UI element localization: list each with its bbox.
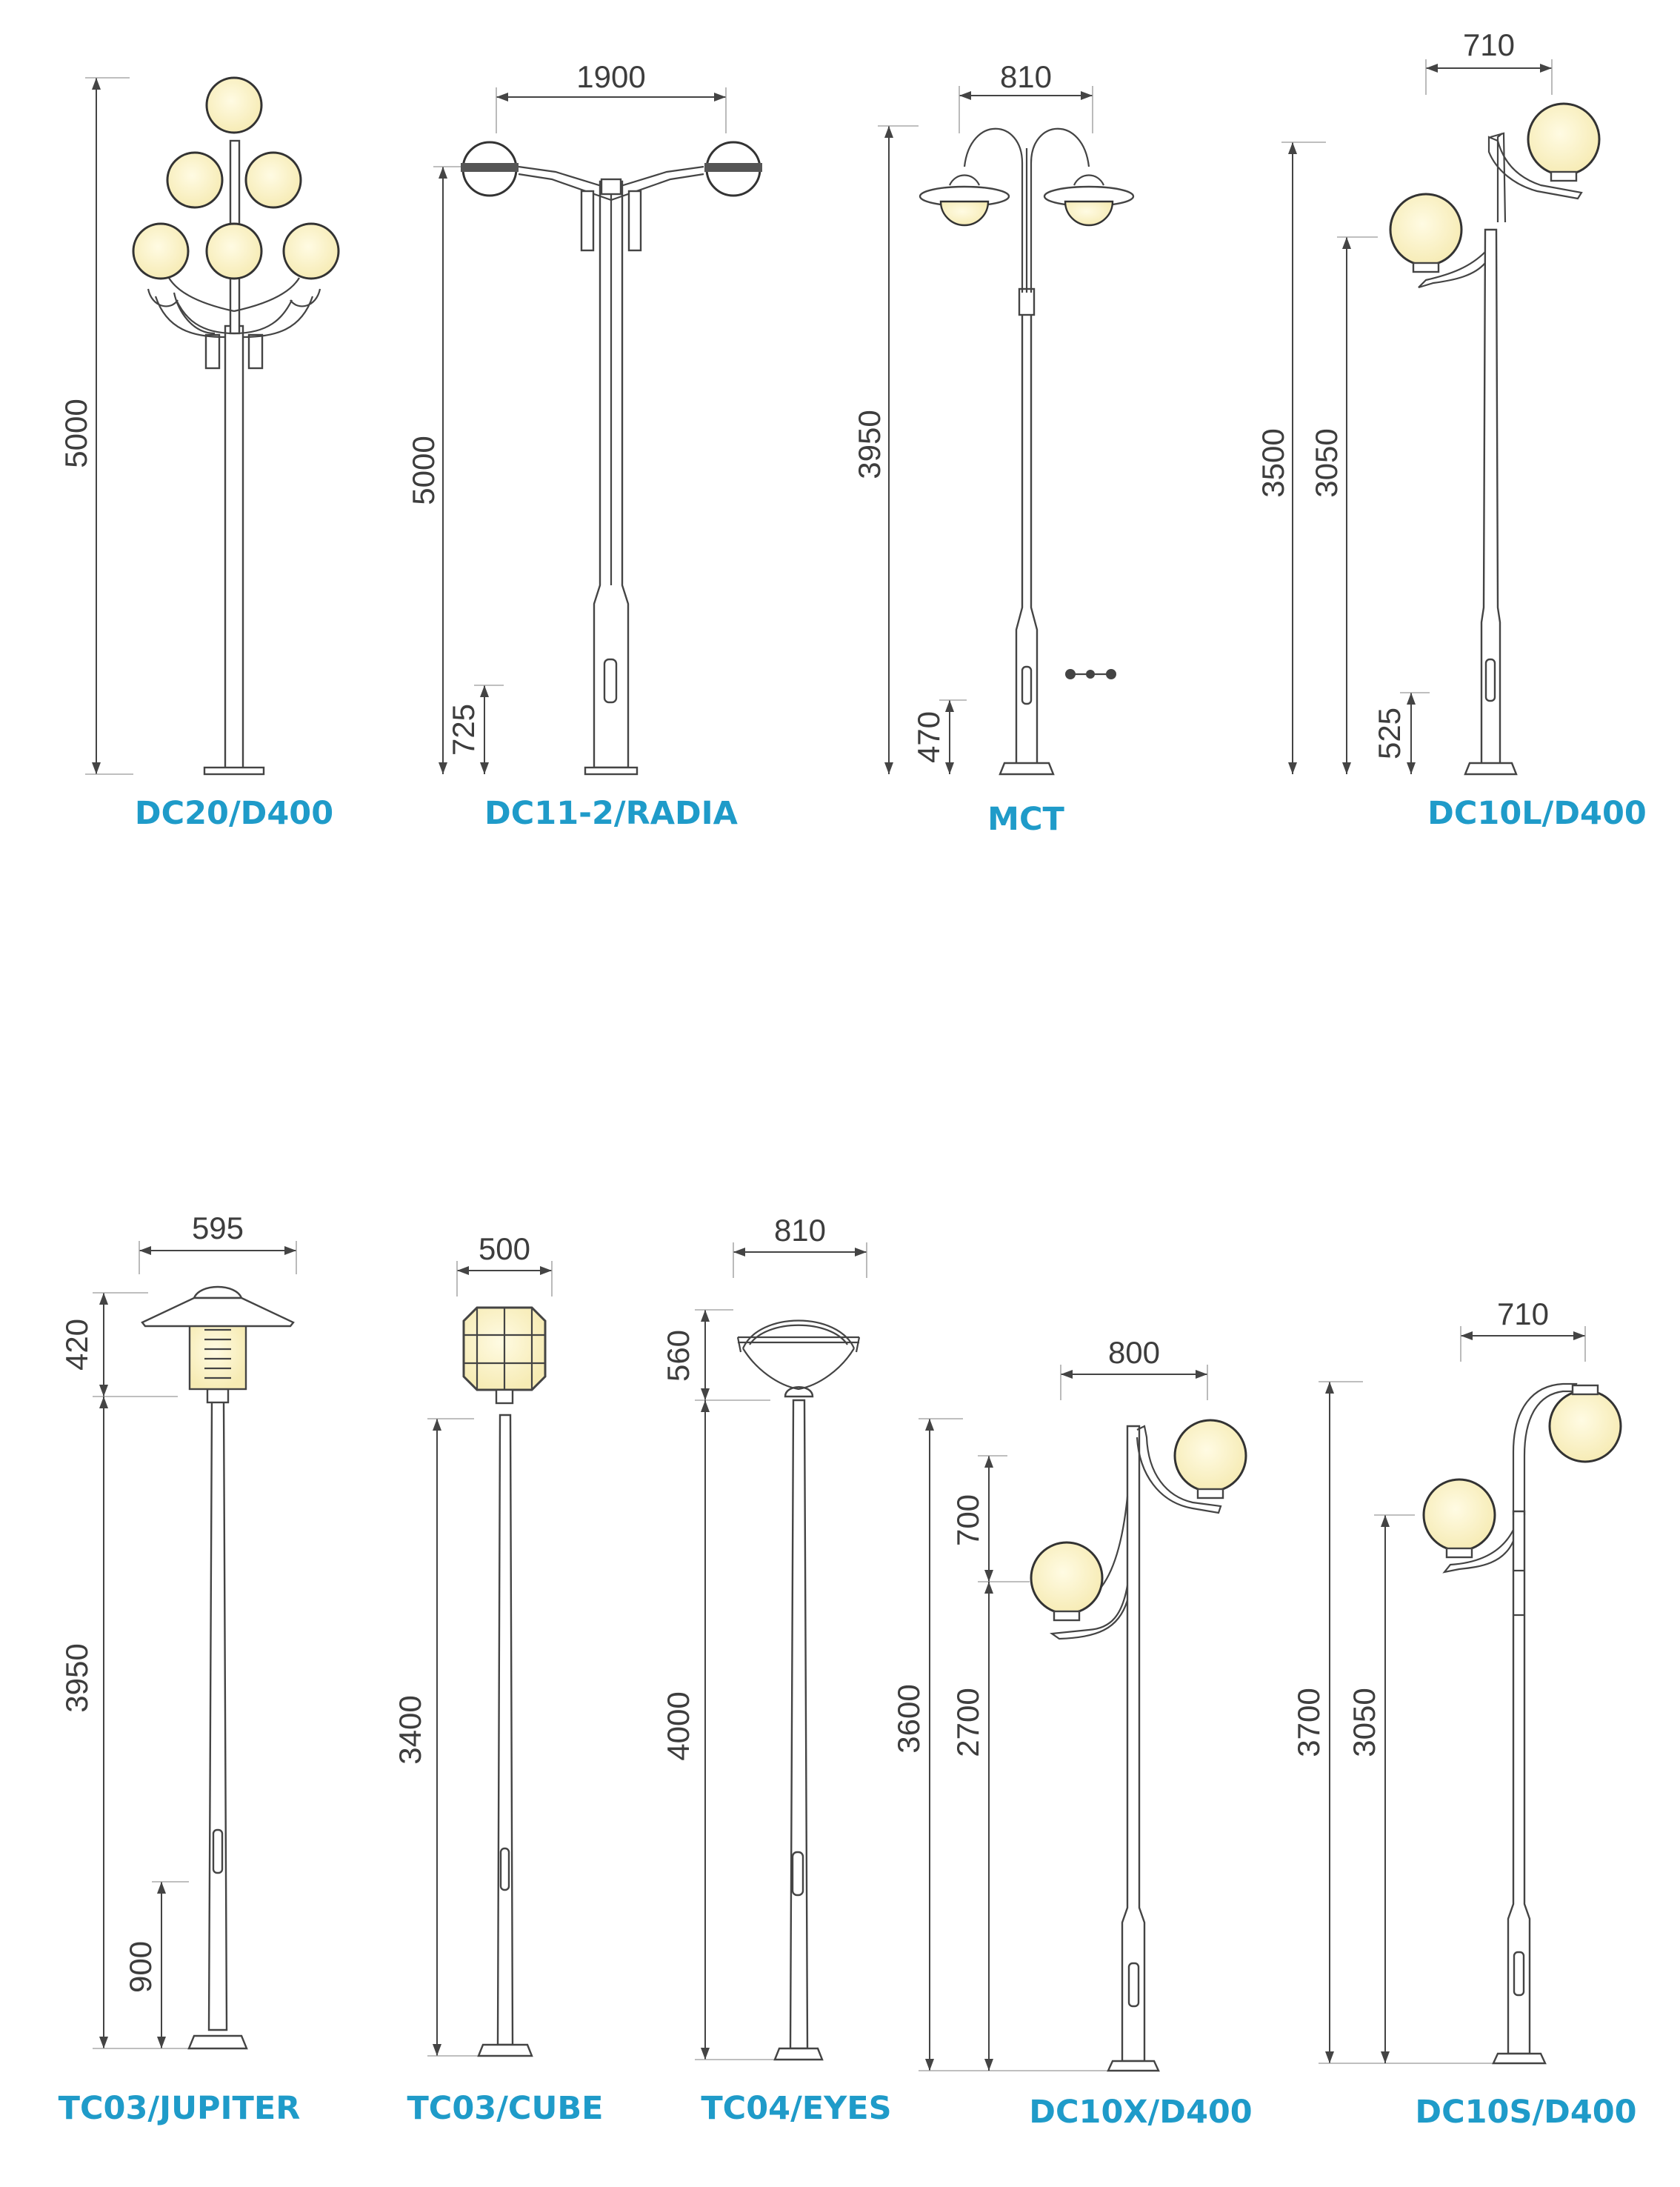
dimension-door-height-label: 725 — [446, 703, 481, 756]
dimension-upper-spacing-label: 700 — [950, 1494, 985, 1547]
dimension-head-height-label: 420 — [59, 1318, 94, 1371]
dimension-width-label: 500 — [478, 1231, 531, 1266]
dimension-pole-height-label: 4000 — [661, 1691, 696, 1761]
dimension-span — [1461, 1296, 1585, 1362]
dimension-lower-height-label: 3050 — [1309, 428, 1344, 498]
dimension-width — [733, 1213, 867, 1278]
dimension-head-height-label: 560 — [661, 1329, 696, 1382]
globe — [1175, 1420, 1246, 1491]
dimension-lower-height — [1309, 237, 1378, 774]
model-label: MCT — [987, 801, 1064, 838]
dimension-height-label: 3950 — [852, 410, 887, 479]
lamp-dc10x-d400 — [891, 1335, 1253, 2131]
globe — [207, 224, 261, 279]
globe — [246, 153, 301, 207]
globe — [941, 202, 988, 225]
lamp-figure — [464, 1308, 545, 2056]
dimension-pole-height-label: 3950 — [59, 1643, 94, 1713]
lamp-mct — [852, 59, 1133, 838]
dimension-head-height — [59, 1293, 178, 1397]
dimension-head-height — [661, 1310, 770, 1400]
lamp-tc03-jupiter — [59, 1211, 301, 2127]
lamp-figure — [142, 1287, 293, 2048]
lamp-figure — [133, 78, 339, 774]
dimension-height — [406, 167, 481, 774]
dimension-pole-height — [59, 1397, 108, 2048]
globe — [167, 153, 222, 207]
model-label: TC03/JUPITER — [58, 2090, 301, 2127]
model-label: TC03/CUBE — [407, 2090, 604, 2127]
globe — [133, 224, 188, 279]
dimension-lower-height-label: 2700 — [950, 1688, 985, 1757]
lamp-figure — [1390, 104, 1599, 774]
dimension-total-height-label: 3700 — [1291, 1688, 1326, 1757]
dimension-span-label: 810 — [999, 59, 1053, 94]
dimension-door-height — [446, 685, 504, 774]
dimension-total-height — [59, 78, 133, 774]
dimension-height — [852, 126, 919, 774]
globe — [207, 78, 261, 133]
dimension-lower-height — [1347, 1515, 1415, 2063]
model-label: TC04/EYES — [701, 2090, 892, 2127]
dimension-door-height-label: 470 — [911, 710, 946, 764]
dimension-width-label: 810 — [773, 1213, 827, 1248]
dimension-span-label: 800 — [1107, 1335, 1161, 1370]
lamp-figure — [1031, 1420, 1246, 2071]
dimension-door-height-label: 900 — [123, 1940, 158, 1994]
globe — [1550, 1391, 1621, 1462]
globe — [1065, 202, 1113, 225]
dimension-total-height-label: 5000 — [59, 399, 93, 468]
lamp-tc04-eyes — [661, 1213, 892, 2127]
dimension-span — [1061, 1335, 1207, 1400]
globe — [1528, 104, 1599, 175]
dimension-width — [139, 1211, 296, 1274]
dimension-door-height — [911, 700, 967, 774]
lamp-dc20-d400 — [59, 78, 339, 832]
lamp-figure — [738, 1321, 859, 2060]
dimension-span-label: 1900 — [576, 59, 646, 94]
dimension-width — [457, 1231, 552, 1296]
lamp-figure — [1424, 1384, 1621, 2063]
dimension-door-height — [93, 1882, 207, 2048]
model-label: DC10S/D400 — [1415, 2094, 1637, 2131]
lamp-dc10l-d400 — [1256, 27, 1647, 832]
globe — [1031, 1542, 1102, 1614]
lamp-figure — [461, 142, 762, 774]
dimension-span-label: 710 — [1496, 1296, 1550, 1331]
dimension-lower-height — [950, 1582, 993, 2071]
dimension-width-label: 595 — [191, 1211, 244, 1245]
dimension-height-label: 3400 — [393, 1695, 427, 1765]
globe — [1390, 194, 1461, 265]
lamp-tc03-cube — [393, 1231, 604, 2127]
dimension-upper-spacing — [950, 1456, 1030, 1582]
dimension-total-height-label: 3500 — [1256, 428, 1290, 498]
dimension-height — [393, 1419, 489, 2056]
dimension-span-label: 710 — [1462, 27, 1516, 62]
lamp-dc11-2-radia — [406, 59, 762, 832]
model-label: DC20/D400 — [134, 795, 334, 832]
model-label: DC11-2/RADIA — [484, 795, 738, 832]
dimension-lower-height-label: 3050 — [1347, 1688, 1381, 1757]
globe — [1424, 1479, 1495, 1551]
dimension-total-height — [1291, 1382, 1541, 2063]
lamp-dc10s-d400 — [1291, 1296, 1637, 2131]
dimension-pole-height — [661, 1400, 778, 2060]
dimension-height-label: 5000 — [406, 436, 441, 505]
dimension-total-height-label: 3600 — [891, 1684, 926, 1754]
model-label: DC10X/D400 — [1029, 2094, 1253, 2131]
dimension-total-height — [891, 1419, 1126, 2071]
lamp-figure — [920, 129, 1133, 774]
model-label: DC10L/D400 — [1427, 795, 1647, 832]
dimension-span — [1426, 27, 1552, 95]
dimension-door-height — [1372, 693, 1430, 774]
dimension-door-height-label: 525 — [1372, 707, 1407, 760]
globe — [284, 224, 339, 279]
dimension-span — [959, 59, 1093, 133]
dimension-span — [496, 59, 726, 133]
